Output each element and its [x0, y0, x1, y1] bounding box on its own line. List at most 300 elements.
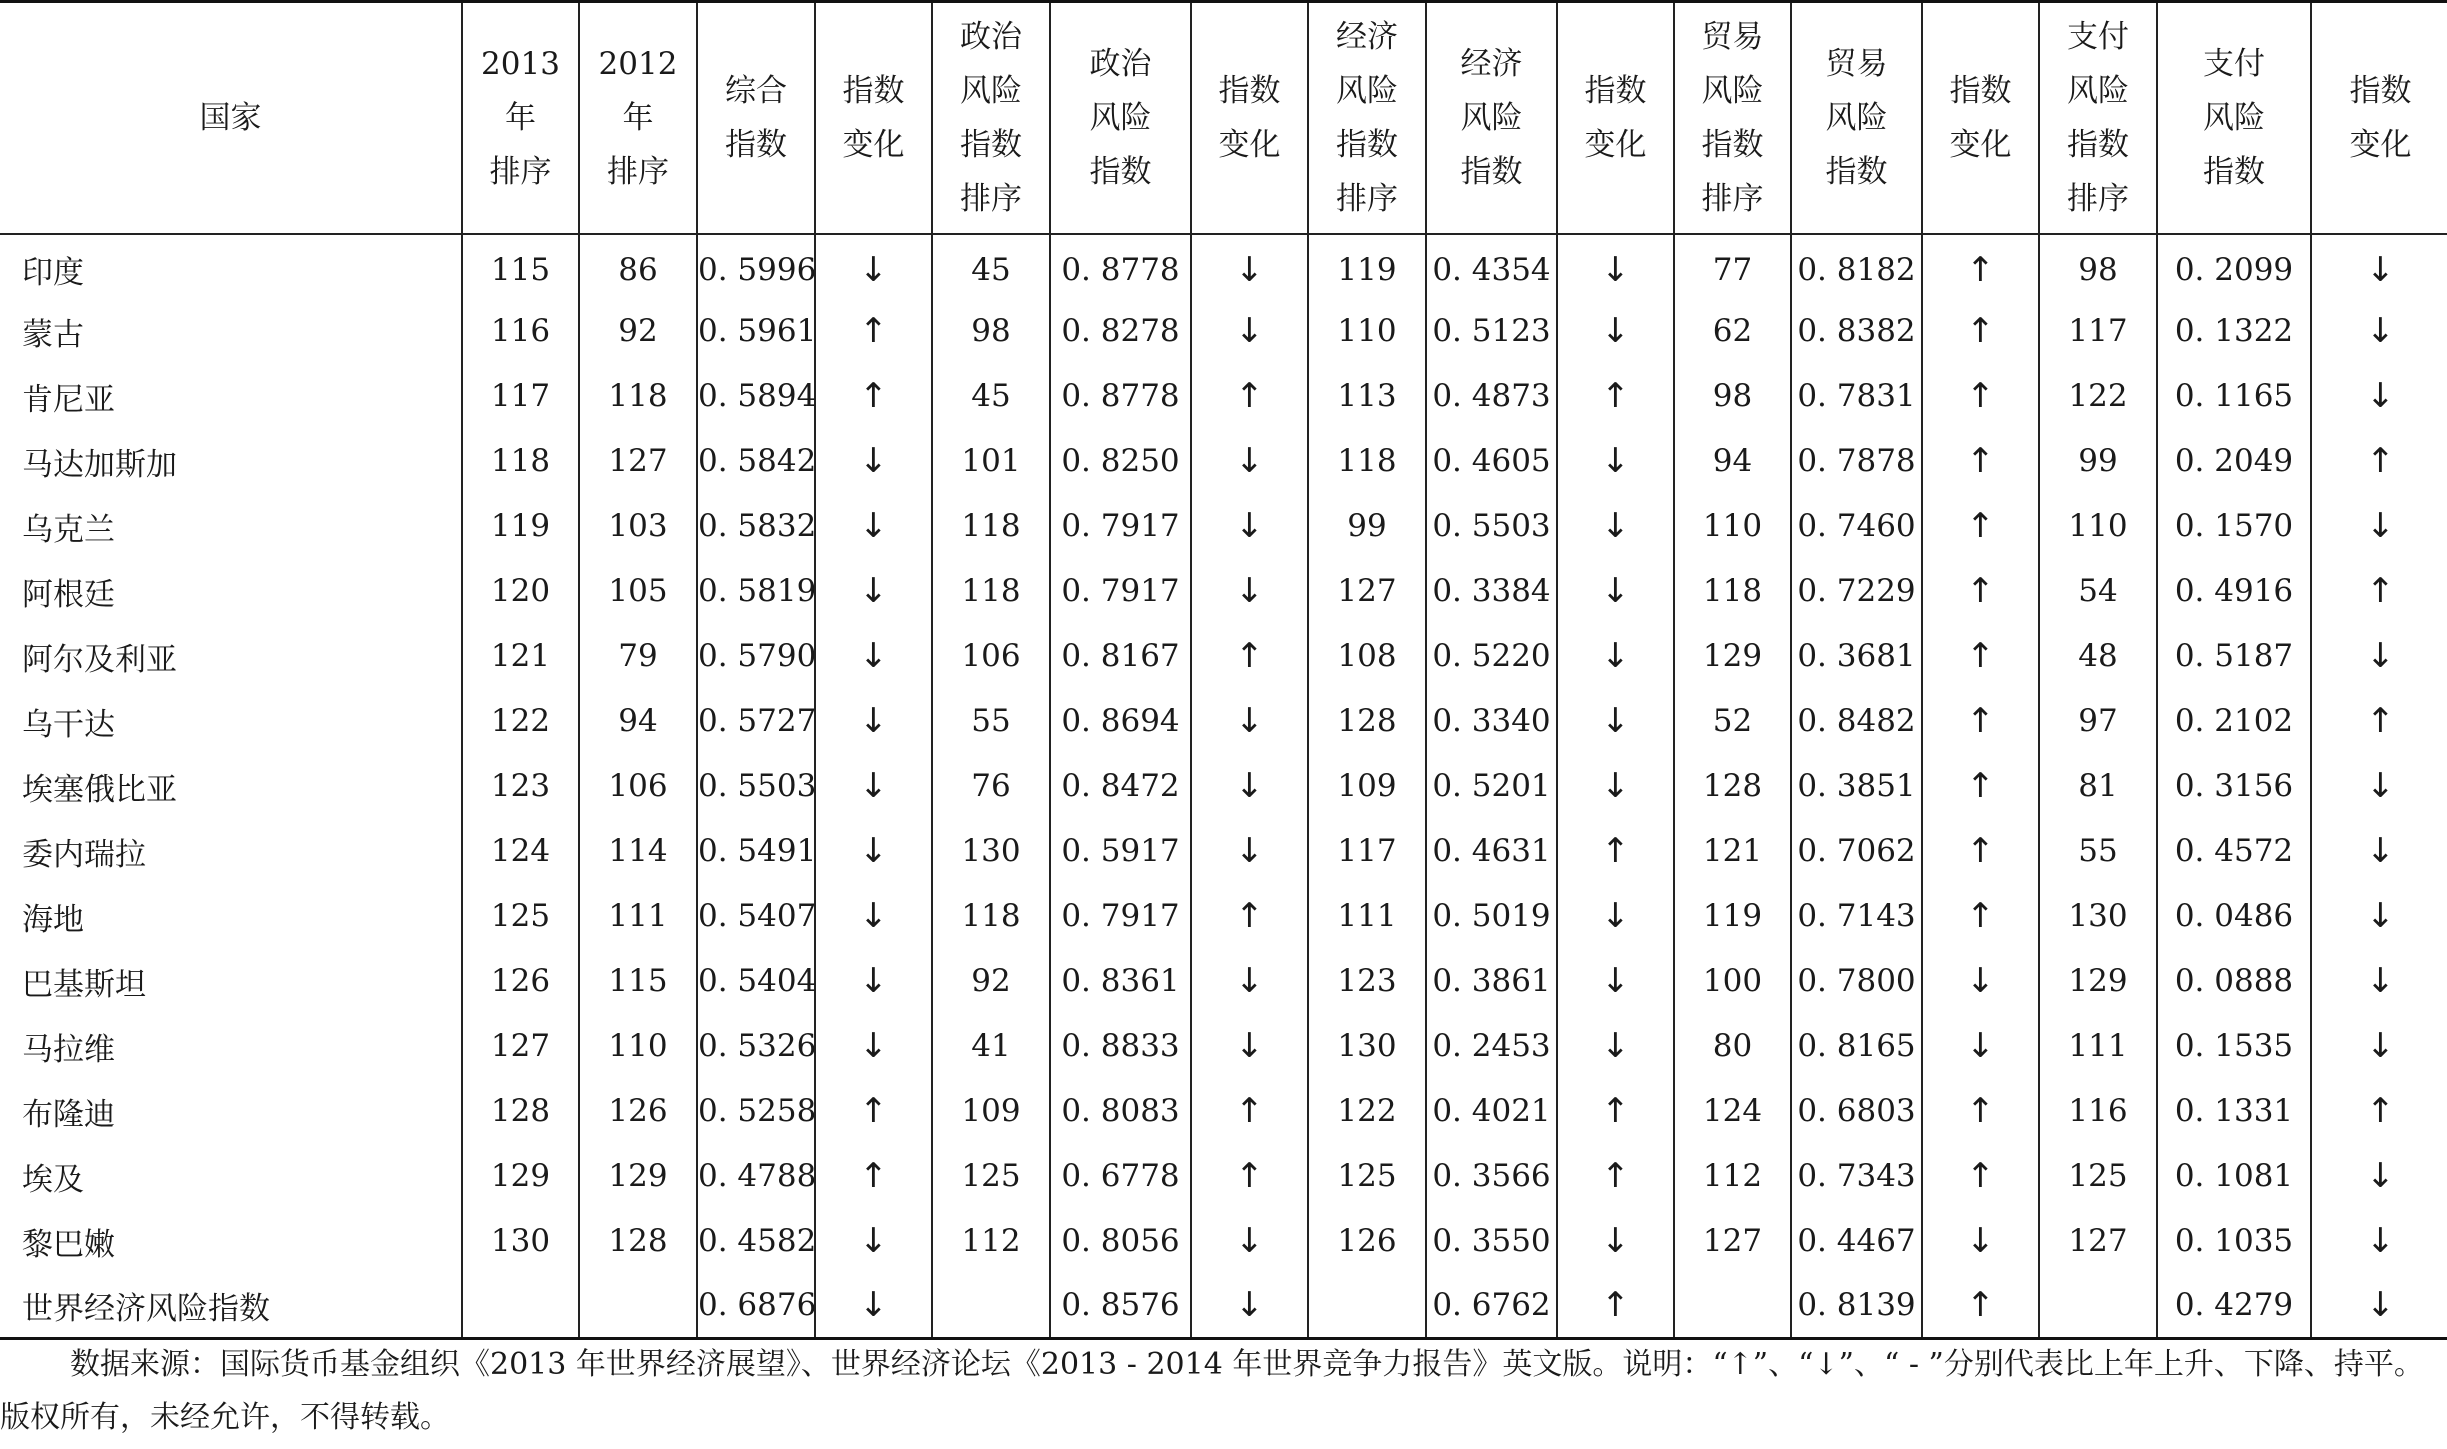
- table-row: [0, 364, 2447, 429]
- table-cell: 119: [1674, 884, 1791, 949]
- column-header: [697, 2, 815, 234]
- change-arrow-icon: ↓: [1557, 559, 1674, 624]
- change-arrow-icon: ↑: [1922, 1144, 2039, 1209]
- table-cell: 0. 1035: [2157, 1209, 2311, 1274]
- table-cell: 118: [462, 429, 579, 494]
- column-header-line: 国家: [199, 99, 262, 136]
- table-cell: 0. 3566: [1426, 1144, 1557, 1209]
- table-cell: 103: [579, 494, 697, 559]
- table-cell: 52: [1674, 689, 1791, 754]
- table-cell: 0. 3340: [1426, 689, 1557, 754]
- change-arrow-icon: ↓: [2311, 624, 2447, 689]
- table-row: [0, 884, 2447, 949]
- column-header-line: 政治: [960, 18, 1022, 55]
- column-header: [1308, 2, 1426, 234]
- change-arrow-icon: ↓: [815, 689, 932, 754]
- table-cell: 114: [579, 819, 697, 884]
- column-header: [2311, 2, 2447, 234]
- table-cell: 128: [579, 1209, 697, 1274]
- table-cell: 99: [2039, 429, 2157, 494]
- table-cell: 0. 8778: [1050, 364, 1191, 429]
- change-arrow-icon: ↓: [815, 1274, 932, 1339]
- column-header: [1674, 2, 1791, 234]
- table-cell: 124: [462, 819, 579, 884]
- table-cell: 125: [1308, 1144, 1426, 1209]
- table-row: [0, 624, 2447, 689]
- table-cell: 0. 8139: [1791, 1274, 1922, 1339]
- table-cell: 0. 8083: [1050, 1079, 1191, 1144]
- change-arrow-icon: ↓: [815, 819, 932, 884]
- table-cell: 111: [2039, 1014, 2157, 1079]
- change-arrow-icon: ↓: [1191, 429, 1308, 494]
- table-cell: 0. 5201: [1426, 754, 1557, 819]
- table-cell: 128: [1308, 689, 1426, 754]
- table-cell: 0. 7229: [1791, 559, 1922, 624]
- table-cell: 130: [2039, 884, 2157, 949]
- change-arrow-icon: ↓: [1557, 429, 1674, 494]
- column-header-line: 变化: [1584, 126, 1647, 163]
- change-arrow-icon: ↑: [1922, 754, 2039, 819]
- table-cell: 0. 5996: [697, 234, 815, 299]
- table-cell: 129: [2039, 949, 2157, 1014]
- table-cell: 0. 7800: [1791, 949, 1922, 1014]
- change-arrow-icon: ↑: [1191, 624, 1308, 689]
- world-index-row: [0, 1274, 2447, 1339]
- column-header-line: 综合: [725, 72, 787, 109]
- table-cell: 118: [1674, 559, 1791, 624]
- change-arrow-icon: ↓: [815, 754, 932, 819]
- column-header-line: 指数: [1089, 153, 1152, 190]
- change-arrow-icon: ↑: [2311, 429, 2447, 494]
- table-row: [0, 1209, 2447, 1274]
- table-cell: 129: [579, 1144, 697, 1209]
- change-arrow-icon: ↓: [1191, 689, 1308, 754]
- column-header-line: 指数: [842, 72, 905, 109]
- table-body: [0, 234, 2447, 1339]
- column-header-line: 指数: [725, 126, 787, 163]
- table-cell: 0. 3861: [1426, 949, 1557, 1014]
- column-header-line: 风险: [960, 72, 1022, 109]
- table-cell: 123: [462, 754, 579, 819]
- change-arrow-icon: ↓: [1557, 299, 1674, 364]
- table-cell: 100: [1674, 949, 1791, 1014]
- table-cell: 0. 5790: [697, 624, 815, 689]
- table-cell: 54: [2039, 559, 2157, 624]
- table-cell: 0. 8056: [1050, 1209, 1191, 1274]
- change-arrow-icon: ↓: [1191, 1209, 1308, 1274]
- table-cell: 0. 8167: [1050, 624, 1191, 689]
- change-arrow-icon: ↓: [1557, 949, 1674, 1014]
- table-cell: 119: [462, 494, 579, 559]
- table-cell: 0. 5019: [1426, 884, 1557, 949]
- table-header: [0, 2, 2447, 234]
- column-header-line: 指数: [1701, 126, 1764, 163]
- table-cell: 0. 2453: [1426, 1014, 1557, 1079]
- change-arrow-icon: ↑: [1922, 1079, 2039, 1144]
- table-cell: [2039, 1274, 2157, 1339]
- column-header-line: 风险: [1089, 99, 1152, 136]
- table-cell: 0. 0486: [2157, 884, 2311, 949]
- change-arrow-icon: ↓: [1557, 624, 1674, 689]
- change-arrow-icon: ↓: [1922, 1014, 2039, 1079]
- table-cell: 55: [2039, 819, 2157, 884]
- change-arrow-icon: ↑: [1191, 1079, 1308, 1144]
- change-arrow-icon: ↓: [815, 494, 932, 559]
- change-arrow-icon: ↓: [2311, 1144, 2447, 1209]
- table-cell: 0. 5491: [697, 819, 815, 884]
- change-arrow-icon: ↓: [2311, 819, 2447, 884]
- table-cell: 125: [462, 884, 579, 949]
- country-name: 巴基斯坦: [22, 966, 146, 1003]
- change-arrow-icon: ↓: [2311, 949, 2447, 1014]
- table-cell: 0. 6778: [1050, 1144, 1191, 1209]
- table-cell: 127: [1674, 1209, 1791, 1274]
- column-header: [0, 2, 462, 234]
- change-arrow-icon: ↓: [1191, 949, 1308, 1014]
- change-arrow-icon: ↑: [1191, 364, 1308, 429]
- column-header: [1050, 2, 1191, 234]
- table-cell: 80: [1674, 1014, 1791, 1079]
- column-header-line: 2012 年: [598, 45, 678, 136]
- table-cell: 111: [579, 884, 697, 949]
- change-arrow-icon: ↓: [1922, 949, 2039, 1014]
- table-cell: 0. 1570: [2157, 494, 2311, 559]
- table-cell: 97: [2039, 689, 2157, 754]
- table-row: [0, 949, 2447, 1014]
- table-cell: 0. 2099: [2157, 234, 2311, 299]
- column-header-line: 指数: [1949, 72, 2012, 109]
- table-cell: 0. 2049: [2157, 429, 2311, 494]
- column-header-line: 指数: [1336, 126, 1398, 163]
- change-arrow-icon: ↓: [1191, 754, 1308, 819]
- column-header-line: 变化: [1218, 126, 1281, 163]
- table-cell: 111: [1308, 884, 1426, 949]
- change-arrow-icon: ↑: [1922, 494, 2039, 559]
- table-cell: 110: [579, 1014, 697, 1079]
- table-cell: 86: [579, 234, 697, 299]
- table-cell: 81: [2039, 754, 2157, 819]
- column-header-line: 指数: [2203, 153, 2265, 190]
- table-cell: 118: [1308, 429, 1426, 494]
- table-cell: 118: [579, 364, 697, 429]
- table-cell: 108: [1308, 624, 1426, 689]
- change-arrow-icon: ↓: [2311, 1014, 2447, 1079]
- table-cell: 0. 1331: [2157, 1079, 2311, 1144]
- table-cell: 120: [462, 559, 579, 624]
- table-cell: 0. 4582: [697, 1209, 815, 1274]
- table-cell: 0. 3550: [1426, 1209, 1557, 1274]
- change-arrow-icon: ↑: [1557, 1144, 1674, 1209]
- table-cell: 0. 7062: [1791, 819, 1922, 884]
- table-cell: 0. 1322: [2157, 299, 2311, 364]
- table-cell: 0. 8382: [1791, 299, 1922, 364]
- table-cell: 116: [2039, 1079, 2157, 1144]
- change-arrow-icon: ↓: [815, 949, 932, 1014]
- change-arrow-icon: ↓: [815, 1014, 932, 1079]
- table-cell: 62: [1674, 299, 1791, 364]
- table-cell: 0. 3681: [1791, 624, 1922, 689]
- change-arrow-icon: ↓: [1557, 494, 1674, 559]
- column-header: [1557, 2, 1674, 234]
- table-cell: [1308, 1274, 1426, 1339]
- table-cell: 110: [1674, 494, 1791, 559]
- column-header-line: 排序: [1336, 180, 1398, 217]
- table-cell: 0. 6762: [1426, 1274, 1557, 1339]
- table-row: [0, 754, 2447, 819]
- column-header-line: 风险: [2203, 99, 2265, 136]
- table-cell: 0. 5326: [697, 1014, 815, 1079]
- table-cell: [462, 1274, 579, 1339]
- column-header-line: 风险: [2067, 72, 2129, 109]
- table-cell: 0. 6803: [1791, 1079, 1922, 1144]
- table-cell: 0. 1535: [2157, 1014, 2311, 1079]
- change-arrow-icon: ↓: [1191, 559, 1308, 624]
- table-cell: 122: [2039, 364, 2157, 429]
- table-cell: 117: [462, 364, 579, 429]
- table-cell: 0. 2102: [2157, 689, 2311, 754]
- column-header-line: 变化: [842, 126, 905, 163]
- table-cell: [932, 1274, 1050, 1339]
- table-cell: 125: [2039, 1144, 2157, 1209]
- change-arrow-icon: ↓: [815, 884, 932, 949]
- country-name: 乌干达: [22, 706, 115, 743]
- table-cell: 77: [1674, 234, 1791, 299]
- table-cell: 94: [579, 689, 697, 754]
- country-name: 世界经济风险指数: [22, 1290, 270, 1327]
- table-cell: 121: [462, 624, 579, 689]
- country-name: 阿根廷: [22, 576, 115, 613]
- change-arrow-icon: ↑: [815, 1144, 932, 1209]
- table-cell: 0. 8833: [1050, 1014, 1191, 1079]
- table-cell: 109: [1308, 754, 1426, 819]
- table-cell: 118: [932, 494, 1050, 559]
- table-cell: 121: [1674, 819, 1791, 884]
- table-cell: 0. 1165: [2157, 364, 2311, 429]
- country-name: 布隆迪: [22, 1096, 115, 1133]
- table-cell: 0. 6876: [697, 1274, 815, 1339]
- change-arrow-icon: ↓: [1191, 819, 1308, 884]
- table-cell: 0. 8165: [1791, 1014, 1922, 1079]
- table-cell: 126: [462, 949, 579, 1014]
- table-row: [0, 299, 2447, 364]
- table-cell: 0. 8778: [1050, 234, 1191, 299]
- table-cell: 0. 4279: [2157, 1274, 2311, 1339]
- change-arrow-icon: ↑: [1557, 364, 1674, 429]
- change-arrow-icon: ↑: [815, 1079, 932, 1144]
- table-cell: 0. 8576: [1050, 1274, 1191, 1339]
- column-header-line: 指数: [1584, 72, 1647, 109]
- table-cell: 130: [1308, 1014, 1426, 1079]
- table-cell: 0. 7343: [1791, 1144, 1922, 1209]
- change-arrow-icon: ↓: [2311, 364, 2447, 429]
- table-cell: 117: [1308, 819, 1426, 884]
- table-cell: 0. 5123: [1426, 299, 1557, 364]
- table-cell: 119: [1308, 234, 1426, 299]
- column-header-line: 风险: [1460, 99, 1523, 136]
- table-cell: 0. 7460: [1791, 494, 1922, 559]
- change-arrow-icon: ↑: [1922, 819, 2039, 884]
- table-cell: 0. 3384: [1426, 559, 1557, 624]
- table-cell: 0. 5917: [1050, 819, 1191, 884]
- table-cell: 92: [932, 949, 1050, 1014]
- column-header: [1191, 2, 1308, 234]
- country-name: 肯尼亚: [22, 381, 115, 418]
- table-cell: 0. 0888: [2157, 949, 2311, 1014]
- change-arrow-icon: ↑: [2311, 559, 2447, 624]
- table-cell: 45: [932, 364, 1050, 429]
- table-cell: 127: [2039, 1209, 2157, 1274]
- table-cell: 127: [1308, 559, 1426, 624]
- column-header-line: 排序: [1701, 180, 1764, 217]
- change-arrow-icon: ↑: [1922, 429, 2039, 494]
- change-arrow-icon: ↑: [815, 299, 932, 364]
- column-header: [2157, 2, 2311, 234]
- table-cell: 0. 5220: [1426, 624, 1557, 689]
- column-header-line: 2013 年: [481, 45, 560, 136]
- table-cell: 0. 5404: [697, 949, 815, 1014]
- table-cell: 118: [932, 884, 1050, 949]
- country-name: 委内瑞拉: [22, 836, 146, 873]
- column-header: [1791, 2, 1922, 234]
- table-row: [0, 1079, 2447, 1144]
- table-cell: 0. 7917: [1050, 494, 1191, 559]
- table-cell: 99: [1308, 494, 1426, 559]
- column-header-line: 排序: [960, 180, 1022, 217]
- table-cell: 110: [2039, 494, 2157, 559]
- country-name: 埃及: [22, 1161, 84, 1198]
- table-cell: 0. 4631: [1426, 819, 1557, 884]
- table-cell: 115: [579, 949, 697, 1014]
- table-cell: 112: [1674, 1144, 1791, 1209]
- column-header: [579, 2, 697, 234]
- table-cell: 0. 8694: [1050, 689, 1191, 754]
- table-cell: 130: [462, 1209, 579, 1274]
- source-note: 数据来源：国际货币基金组织《2013 年世界经济展望》、世界经济论坛《2013 - 2014 年世界竞争力报告》英文版。说明：“↑”、“↓”、“ - ”分别代表比上年上升、下降、持平。版权所有，未经允许，不得转载。: [0, 1347, 2424, 1435]
- column-header: [1922, 2, 2039, 234]
- change-arrow-icon: ↑: [1922, 689, 2039, 754]
- change-arrow-icon: ↓: [2311, 494, 2447, 559]
- table-cell: 0. 4873: [1426, 364, 1557, 429]
- column-header-line: 排序: [607, 153, 669, 190]
- country-name: 黎巴嫩: [22, 1226, 115, 1263]
- table-cell: 117: [2039, 299, 2157, 364]
- column-header-line: 经济: [1336, 18, 1398, 55]
- table-cell: 0. 8361: [1050, 949, 1191, 1014]
- table-cell: 98: [1674, 364, 1791, 429]
- table-cell: 129: [1674, 624, 1791, 689]
- table-cell: 101: [932, 429, 1050, 494]
- table-cell: 98: [932, 299, 1050, 364]
- column-header-line: 变化: [2349, 126, 2412, 163]
- table-row: [0, 1144, 2447, 1209]
- change-arrow-icon: ↓: [1191, 494, 1308, 559]
- column-header: [932, 2, 1050, 234]
- change-arrow-icon: ↓: [2311, 234, 2447, 299]
- table-cell: 0. 5187: [2157, 624, 2311, 689]
- change-arrow-icon: ↓: [1557, 884, 1674, 949]
- country-name: 乌克兰: [22, 511, 115, 548]
- change-arrow-icon: ↓: [1557, 1209, 1674, 1274]
- column-header-line: 指数: [1218, 72, 1281, 109]
- column-header-line: 经济: [1460, 45, 1523, 82]
- country-name: 马达加斯加: [22, 446, 177, 483]
- table-cell: 127: [462, 1014, 579, 1079]
- change-arrow-icon: ↓: [815, 1209, 932, 1274]
- table-cell: 126: [579, 1079, 697, 1144]
- change-arrow-icon: ↓: [1191, 299, 1308, 364]
- table-cell: 0. 5842: [697, 429, 815, 494]
- change-arrow-icon: ↓: [815, 559, 932, 624]
- table-cell: 125: [932, 1144, 1050, 1209]
- column-header-line: 指数: [2067, 126, 2129, 163]
- table-cell: 109: [932, 1079, 1050, 1144]
- table-cell: 0. 8250: [1050, 429, 1191, 494]
- table-cell: 0. 7917: [1050, 559, 1191, 624]
- change-arrow-icon: ↓: [1922, 1209, 2039, 1274]
- column-header-line: 排序: [2067, 180, 2129, 217]
- header-row: [0, 2, 2447, 234]
- change-arrow-icon: ↑: [1922, 884, 2039, 949]
- table-cell: 0. 4354: [1426, 234, 1557, 299]
- change-arrow-icon: ↓: [2311, 884, 2447, 949]
- table-cell: 0. 4021: [1426, 1079, 1557, 1144]
- change-arrow-icon: ↓: [1191, 234, 1308, 299]
- table-cell: 0. 5961: [697, 299, 815, 364]
- change-arrow-icon: ↑: [2311, 689, 2447, 754]
- table-cell: 0. 8278: [1050, 299, 1191, 364]
- table-cell: 0. 8482: [1791, 689, 1922, 754]
- column-header: [815, 2, 932, 234]
- table-cell: 0. 4572: [2157, 819, 2311, 884]
- change-arrow-icon: ↑: [2311, 1079, 2447, 1144]
- column-header-line: 风险: [1701, 72, 1764, 109]
- change-arrow-icon: ↓: [815, 624, 932, 689]
- change-arrow-icon: ↑: [1557, 819, 1674, 884]
- change-arrow-icon: ↑: [815, 364, 932, 429]
- table-cell: 130: [932, 819, 1050, 884]
- table-row: [0, 819, 2447, 884]
- country-name: 马拉维: [22, 1031, 115, 1068]
- change-arrow-icon: ↓: [1557, 1014, 1674, 1079]
- table-row: [0, 559, 2447, 624]
- table-cell: 0. 4467: [1791, 1209, 1922, 1274]
- change-arrow-icon: ↓: [2311, 1209, 2447, 1274]
- column-header-line: 风险: [1336, 72, 1398, 109]
- table-cell: 0. 5503: [1426, 494, 1557, 559]
- table-cell: 94: [1674, 429, 1791, 494]
- change-arrow-icon: ↑: [1922, 234, 2039, 299]
- column-header-line: 排序: [489, 153, 552, 190]
- table-cell: 112: [932, 1209, 1050, 1274]
- change-arrow-icon: ↓: [1191, 1014, 1308, 1079]
- table-cell: 123: [1308, 949, 1426, 1014]
- table-cell: [1674, 1274, 1791, 1339]
- table-cell: 0. 5503: [697, 754, 815, 819]
- table-cell: 116: [462, 299, 579, 364]
- table-cell: 79: [579, 624, 697, 689]
- change-arrow-icon: ↓: [1557, 754, 1674, 819]
- change-arrow-icon: ↑: [1922, 624, 2039, 689]
- change-arrow-icon: ↑: [1557, 1079, 1674, 1144]
- table-cell: 0. 4605: [1426, 429, 1557, 494]
- table-cell: 0. 1081: [2157, 1144, 2311, 1209]
- change-arrow-icon: ↓: [2311, 754, 2447, 819]
- table-cell: 0. 5819: [697, 559, 815, 624]
- table-cell: 118: [932, 559, 1050, 624]
- table-cell: 55: [932, 689, 1050, 754]
- change-arrow-icon: ↓: [1191, 1274, 1308, 1339]
- column-header: [462, 2, 579, 234]
